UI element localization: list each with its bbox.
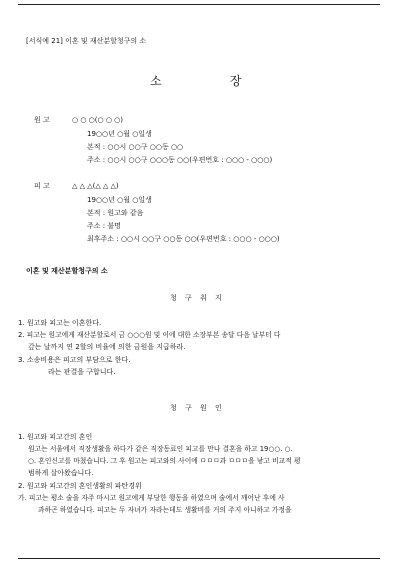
claim-cause-line: 범하게 살아왔습니다. (28, 469, 94, 477)
plaintiff-role-label: 원 고 (34, 116, 50, 124)
case-title: 이혼 및 재산분할청구의 소 (26, 267, 108, 275)
defendant-role-label: 피 고 (34, 182, 50, 190)
claim-cause-line: 원고는 서울에서 직장생활을 하다가 같은 직장동료인 피고를 만나 결혼을 하고 19○○. ○. (28, 445, 293, 453)
claim-purpose-conclusion: 라는 판결을 구합니다. (48, 368, 116, 376)
plaintiff-address: 주소 : ○○시 ○○구 ○○○동 ○○(우편번호 : ○○○ - ○○○) (87, 156, 273, 164)
title-char-1: 소 (150, 74, 162, 88)
claim-cause-line: 가. 피고는 평소 술을 자주 마시고 원고에게 부당한 행동을 하였으며 술에서 깨어난 후에 사 (18, 494, 285, 502)
claim-cause-line: 과하곤 하였습니다. 피고는 두 자녀가 자라는데도 생활비를 거의 주지 아니하고 가정을 (38, 506, 292, 514)
claim-purpose-item: 갚는 날까지 연 2할의 비율에 의한 금원을 지급하라. (28, 343, 186, 351)
form-label: [서식예 21] 이혼 및 재산분할청구의 소 (26, 37, 147, 45)
claim-cause-line: 1. 원고와 피고간의 혼인 (18, 433, 93, 441)
document-title (150, 76, 260, 88)
claim-purpose-item: 1. 원고와 피고는 이혼한다. (18, 319, 102, 327)
plaintiff-birth: 19○○년 ○월 ○일생 (87, 130, 152, 138)
defendant-registered-domicile: 본적 : 원고와 같음 (87, 209, 144, 217)
claim-purpose-item: 3. 소송비용은 피고의 부담으로 한다. (18, 356, 131, 364)
claim-purpose-heading: 청 구 취 지 (170, 294, 225, 302)
plaintiff-registered-domicile: 본적 : ○○시 ○○구 ○○동 ○○ (87, 143, 184, 151)
defendant-last-address: 최후주소 : ○○시 ○○구 ○○동 ○○(우편번호 : ○○○ - ○○○) (87, 235, 280, 243)
title-char-2: 장 (229, 74, 242, 88)
defendant-address: 주소 : 불명 (87, 222, 121, 230)
claim-purpose-item: 2. 피고는 원고에게 재산분할로서 금 ○○○원 및 이에 대한 소장부본 송달 다음 날부터 다 (18, 331, 281, 339)
plaintiff-name: ○ ○ ○(○ ○ ○) (72, 116, 124, 124)
claim-cause-line: 2. 원고와 피고간의 혼인생활의 파탄경위 (18, 482, 142, 490)
bottom-border-line (18, 558, 380, 559)
claim-cause-heading: 청 구 원 인 (170, 404, 225, 412)
claim-cause-line: ○. 혼인신고를 마쳤습니다. 그 후 원고는 피고와의 사이에 ㅁㅁㅁ과 ㅁㅁㅁ을 낳고 비교적 평 (28, 457, 301, 465)
defendant-birth: 19○○년 ○월 ○일생 (87, 196, 152, 204)
top-border-line (18, 4, 380, 5)
defendant-name: △ △ △(△ △ △) (72, 182, 119, 190)
